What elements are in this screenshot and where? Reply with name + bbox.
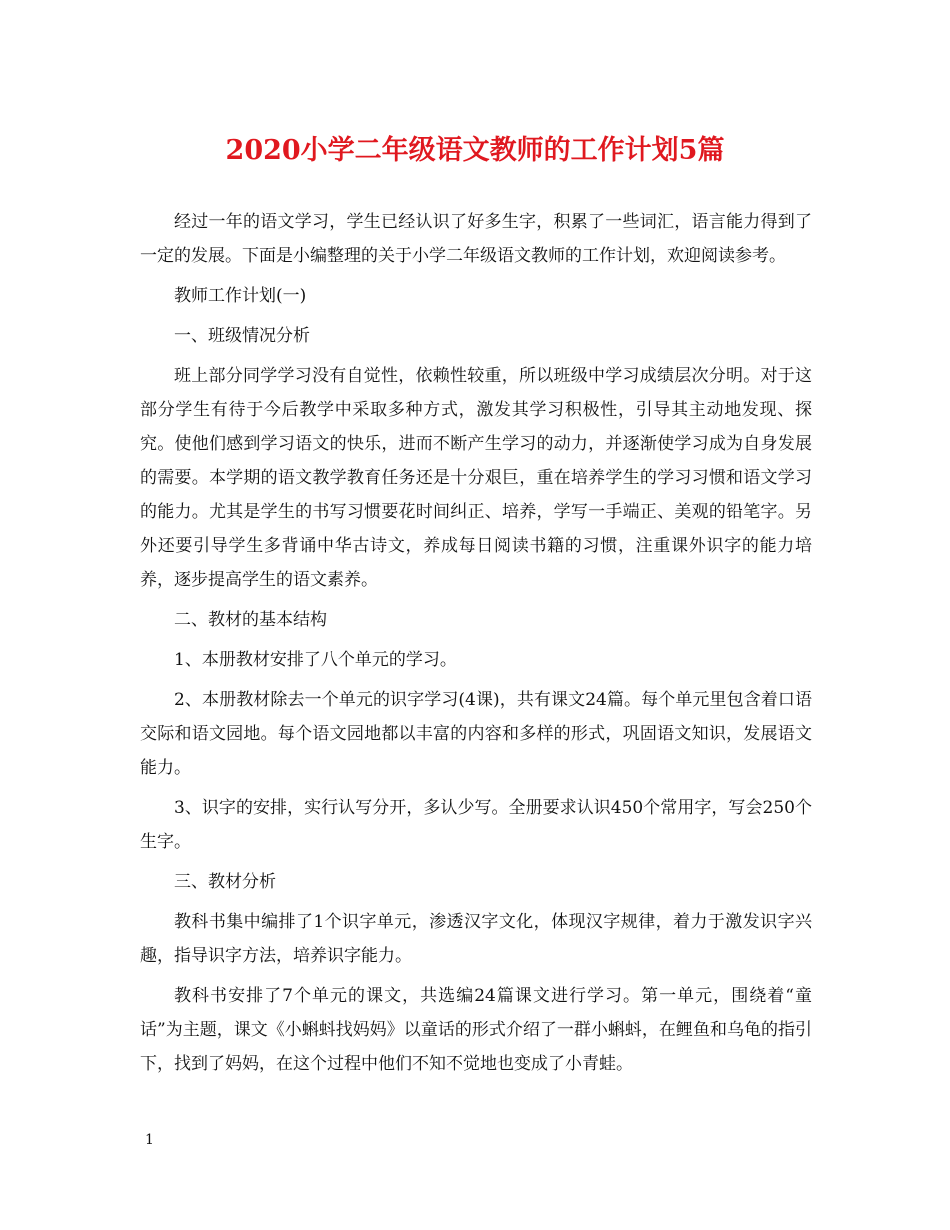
- paragraph-textbook-analysis-2: 教科书安排了7个单元的课文，共选编24篇课文进行学习。第一单元，围绕着“童话”为主题，课文《小蝌蚪找妈妈》以童话的形式介绍了一群小蝌蚪，在鲤鱼和乌龟的指引下，找到了妈妈，在这个过程中他们不知不觉地也变成了小青蛙。: [140, 986, 812, 1074]
- paragraph-class-analysis: 班上部分同学学习没有自觉性，依赖性较重，所以班级中学习成绩层次分明。对于这部分学生有待于今后教学中采取多种方式，激发其学习积极性，引导其主动地发现、探究。使他们感到学习语文的快乐，进而不断产生学习的动力，并逐渐使学习成为自身发展的需要。本学期的语文教学教育任务还是十分艰巨，重在培养学生的学习习惯和语文学习的能力。尤其是学生的书写习惯要花时间纠正、培养，学写一手端正、美观的铅笔字。另外还要引导学生多背诵中华古诗文，养成每日阅读书籍的习惯，注重课外识字的能力培养，逐步提高学生的语文素养。: [140, 366, 812, 590]
- document-body: [140, 205, 812, 1087]
- paragraph-intro: 经过一年的语文学习，学生已经认识了好多生字，积累了一些词汇，语言能力得到了一定的发展。下面是小编整理的关于小学二年级语文教师的工作计划，欢迎阅读参考。: [140, 212, 812, 266]
- section-heading-textbook-structure: 二、教材的基本结构: [174, 610, 327, 630]
- paragraph-textbook-analysis-1: 教科书集中编排了1个识字单元，渗透汉字文化，体现汉字规律，着力于激发识字兴趣，指导识字方法，培养识字能力。: [140, 912, 812, 966]
- section-heading-plan-1: 教师工作计划(一): [174, 286, 307, 306]
- document-title: 2020小学二年级语文教师的工作计划5篇: [225, 135, 725, 166]
- paragraph-structure-item-2: 2、本册教材除去一个单元的识字学习(4课)，共有课文24篇。每个单元里包含着口语交际和语文园地。每个语文园地都以丰富的内容和多样的形式，巩固语文知识，发展语文能力。: [140, 690, 812, 778]
- section-heading-class-analysis: 一、班级情况分析: [174, 326, 310, 346]
- section-heading-textbook-analysis: 三、教材分析: [174, 872, 276, 892]
- paragraph-structure-item-3: 3、识字的安排，实行认写分开，多认少写。全册要求认识450个常用字，写会250个生字。: [140, 798, 812, 852]
- paragraph-structure-item-1: 1、本册教材安排了八个单元的学习。: [174, 650, 457, 670]
- page-number: 1: [145, 1132, 154, 1148]
